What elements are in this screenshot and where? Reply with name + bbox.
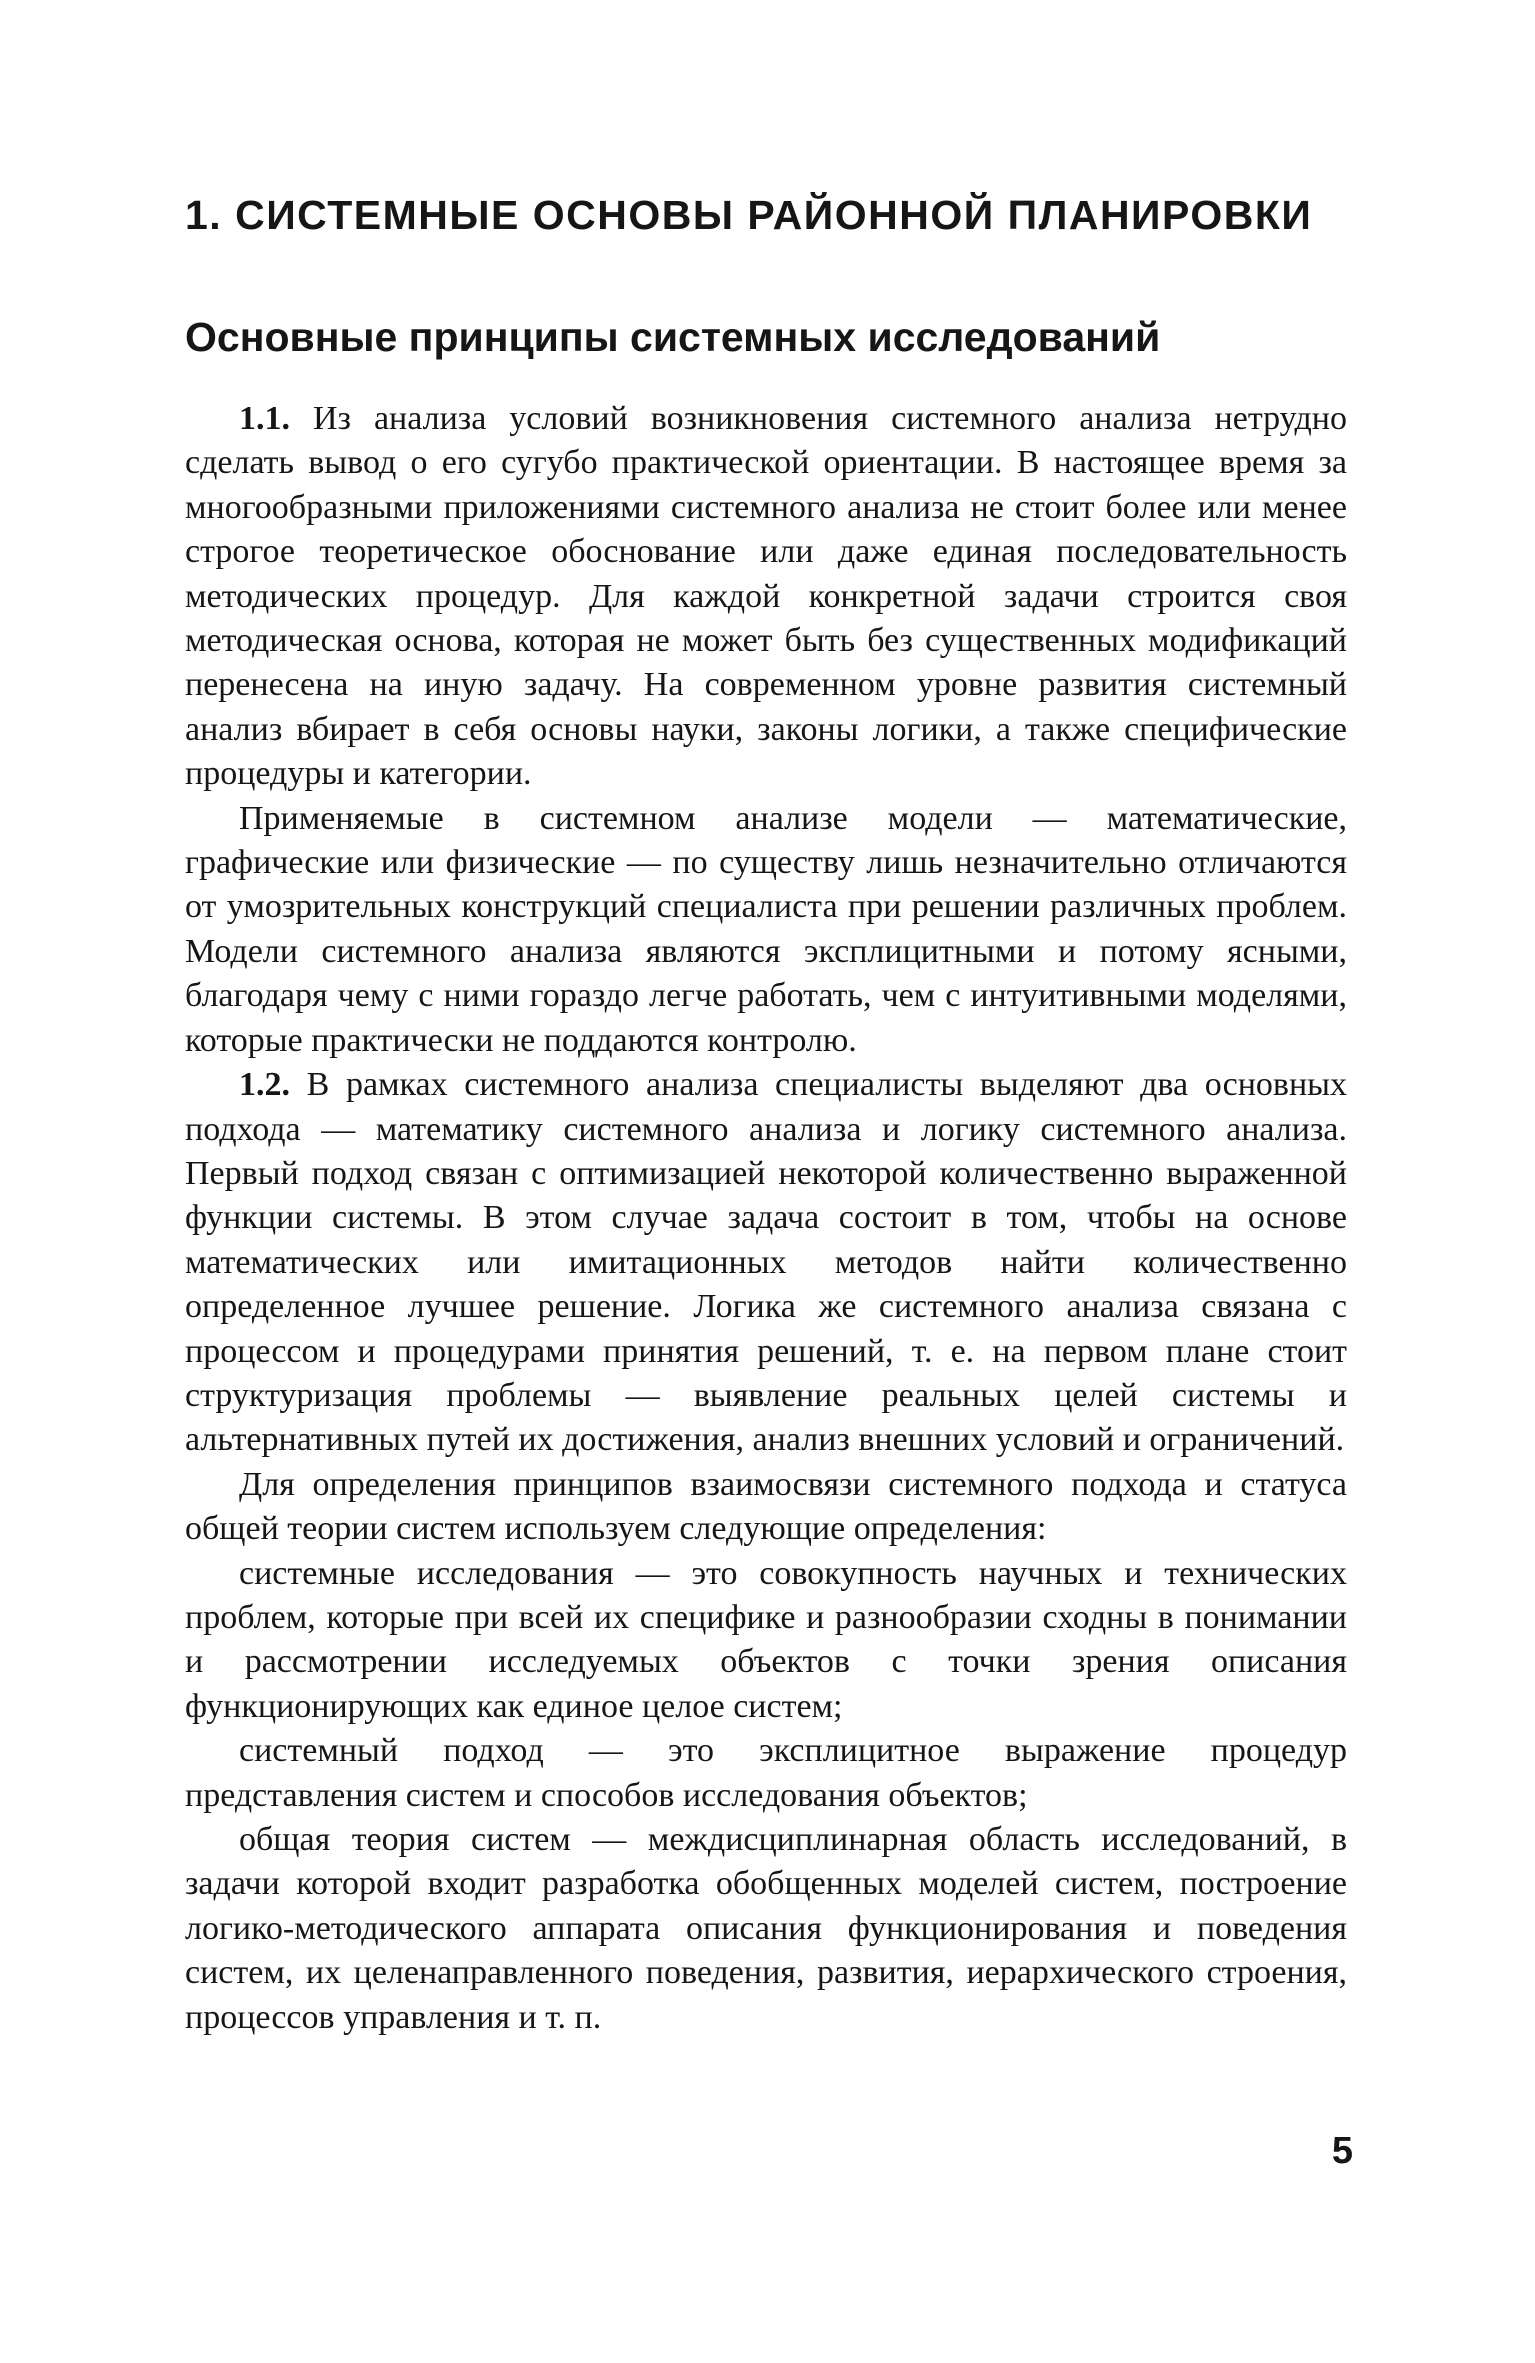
paragraph-text: системный подход — это эксплицитное выражение процедур представления систем и способов исследования объектов; [185, 1732, 1347, 1814]
paragraph-text: Применяемые в системном анализе модели — математические, графические или физические — по существу лишь незначительно отличаются от умозрительных конструкций специалиста при решении различных проблем. Модели системного анализа являются эксплицитными и потому ясными, благодаря чему с ними гораздо легче работать, чем с интуитивными моделями, которые практически не поддаются контролю. [185, 799, 1347, 1059]
paragraph [185, 1063, 1347, 1463]
paragraph-text: В рамках системного анализа специалисты выделяют два основных подхода — математику системного анализа и логику системного анализа. Первый подход связан с оптимизацией некоторой количественно выраженной функции системы. В этом случае задача состоит в том, чтобы на основе математических или имитационных методов найти количественно определенное лучшее решение. Логика же системного анализа связана с процессом и процедурами принятия решений, т. е. на первом плане стоит структуризация проблемы — выявление реальных целей системы и альтернативных путей их достижения, анализ внешних условий и ограничений. [185, 1066, 1347, 1459]
paragraph-number: 1.2. [239, 1066, 290, 1104]
paragraph-text: Из анализа условий возникновения системного анализа нетрудно сделать вывод о его сугубо практической ориентации. В настоящее время за многообразными приложениями системного анализа не стоит более или менее строгое теоретическое обоснование или даже единая последовательность методических процедур. Для каждой конкретной задачи строится своя методическая основа, которая не может быть без существенных модификаций перенесена на иную задачу. На современном уровне развития системный анализ вбирает в себя основы науки, законы логики, а также специфические процедуры и категории. [185, 400, 1347, 793]
definition-paragraph [185, 1729, 1347, 1818]
paragraph [185, 797, 1347, 1063]
body-text [185, 397, 1347, 2040]
definition-paragraph [185, 1818, 1347, 2040]
paragraph [185, 1463, 1347, 1552]
paragraph-text: общая теория систем — междисциплинарная область исследований, в задачи которой входит разработка обобщенных моделей систем, построение логико-методического аппарата описания функционирования и поведения систем, их целенаправленного поведения, развития, иерархического строения, процессов управления и т. п. [185, 1821, 1347, 2036]
section-title: Основные принципы системных исследований [185, 314, 1161, 360]
paragraph-number: 1.1. [239, 400, 290, 437]
page-content [185, 170, 1347, 2040]
paragraph-text: Для определения принципов взаимосвязи системного подхода и статуса общей теории систем используем следующие определения: [185, 1465, 1347, 1548]
chapter-title: 1. СИСТЕМНЫЕ ОСНОВЫ РАЙОННОЙ ПЛАНИРОВКИ [185, 192, 1313, 238]
paragraph [185, 397, 1347, 797]
paragraph-text: системные исследования — это совокупность научных и технических проблем, которые при всей их специфике и разнообразии сходны в понимании и рассмотрении исследуемых объектов с точки зрения описания функционирующих как единое целое систем; [185, 1554, 1347, 1725]
page-number: 5 [1331, 2130, 1353, 2172]
definition-paragraph [185, 1552, 1347, 1730]
